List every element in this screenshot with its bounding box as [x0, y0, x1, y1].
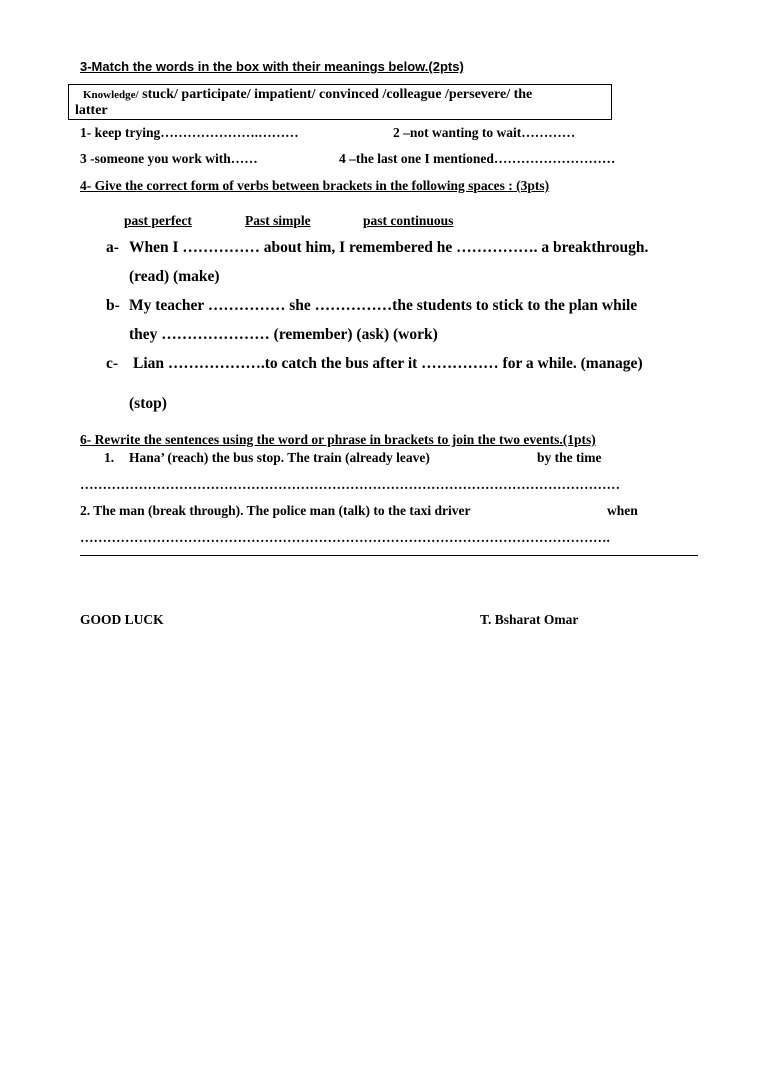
- sentence1-number: 1.: [104, 450, 115, 465]
- match-item-2: 2 –not wanting to wait…………: [393, 125, 576, 140]
- word-box-line2: latter: [75, 103, 108, 118]
- item-a-line2: (read) (make): [129, 268, 220, 285]
- item-c-line2: (stop): [129, 395, 167, 412]
- section3-title: 3-Match the words in the box with their meanings below.(2pts): [80, 59, 464, 74]
- sentence1-text: Hana’ (reach) the bus stop. The train (already leave): [129, 450, 430, 465]
- tense-past-simple: Past simple: [245, 213, 311, 228]
- item-b-label: b-: [106, 297, 120, 314]
- tense-past-continuous: past continuous: [363, 213, 454, 228]
- teacher-name: T. Bsharat Omar: [480, 612, 579, 627]
- match-item-3: 3 -someone you work with……: [80, 151, 258, 166]
- match-item-1: 1- keep trying………………….………: [80, 125, 299, 140]
- item-a-line1: When I …………… about him, I remembered he ……………. a breakthrough.: [129, 239, 649, 256]
- word-box-words: stuck/ participate/ impatient/ convinced /colleague /persevere/ the: [142, 87, 533, 102]
- sentence1-answer-line: …………………………………………………………………………………………………………: [80, 477, 620, 492]
- good-luck: GOOD LUCK: [80, 612, 164, 627]
- word-box-line1: [83, 87, 532, 103]
- sentence1-connector: by the time: [537, 450, 602, 465]
- section4-title: 4- Give the correct form of verbs between brackets in the following spaces : (3pts): [80, 178, 550, 193]
- bottom-rule: [80, 555, 698, 556]
- match-item-4: 4 –the last one I mentioned………………………: [339, 151, 616, 166]
- item-b-line1: My teacher …………… she ……………the students to stick to the plan while: [129, 297, 638, 314]
- word-box-first-word: Knowledge/: [83, 89, 139, 101]
- sentence2-connector: when: [607, 503, 638, 518]
- item-a-label: a-: [106, 239, 119, 256]
- tense-past-perfect: past perfect: [124, 213, 192, 228]
- sentence2-text: 2. The man (break through). The police man (talk) to the taxi driver: [80, 503, 471, 518]
- section6-title: 6- Rewrite the sentences using the word or phrase in brackets to join the two events.(1pts): [80, 432, 596, 447]
- item-c-label: c-: [106, 355, 119, 372]
- word-box: [68, 84, 612, 120]
- item-c-line1: Lian ……………….to catch the bus after it …………… for a while. (manage): [133, 355, 643, 372]
- item-b-line2: they ………………… (remember) (ask) (work): [129, 326, 438, 343]
- sentence2-answer-line: ……………………………………………………………………………………………………….: [80, 530, 610, 545]
